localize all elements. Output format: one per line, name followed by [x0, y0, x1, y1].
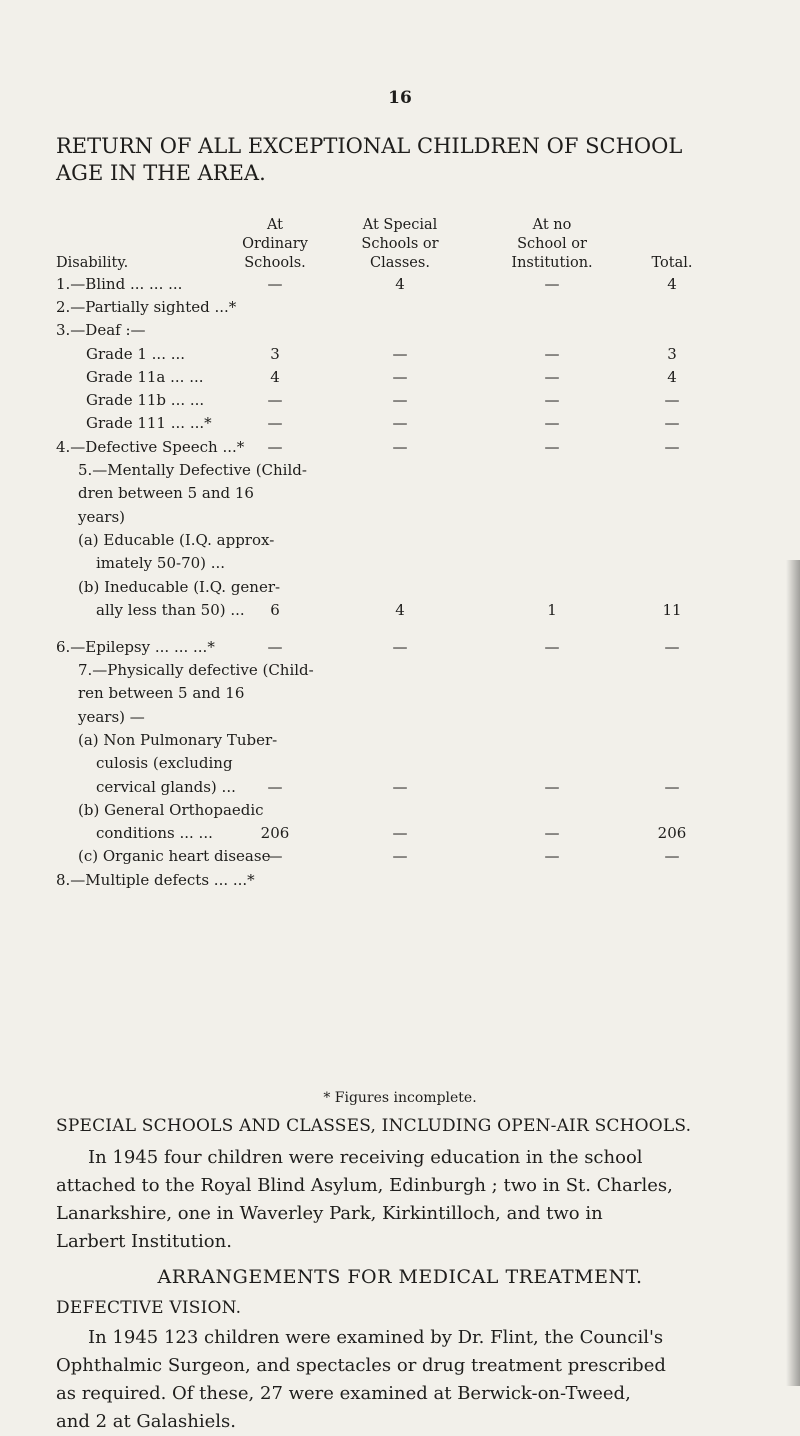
row-label: 1.—Blind ... ... ...: [56, 275, 183, 293]
row-label: 5.—Mentally Defective (Child-: [78, 461, 307, 479]
row-label: (a) Non Pulmonary Tuber-: [78, 731, 278, 749]
cell-none: —: [544, 275, 560, 293]
arrangements-heading: ARRANGEMENTS FOR MEDICAL TREATMENT.: [157, 1266, 643, 1288]
table-row: [0, 731, 800, 751]
table-row: [0, 684, 800, 704]
table-row: [0, 824, 800, 844]
title-line: RETURN OF ALL EXCEPTIONAL CHILDREN OF SCHOOL: [56, 134, 683, 158]
table-row: [0, 461, 800, 481]
header-line: Classes.: [370, 255, 430, 271]
table-row: [0, 345, 800, 365]
title-line: AGE IN THE AREA.: [56, 161, 266, 185]
header-special-schools: [350, 216, 450, 273]
report-title: [56, 133, 776, 187]
cell-ordinary: —: [267, 778, 283, 796]
cell-total: —: [664, 391, 680, 409]
table-row: [0, 414, 800, 434]
cell-total: —: [664, 778, 680, 796]
row-label: 2.—Partially sighted ...*: [56, 298, 237, 316]
cell-special: —: [392, 438, 408, 456]
row-label: years): [78, 508, 126, 526]
cell-none: —: [544, 391, 560, 409]
table-row: [0, 484, 800, 504]
cell-special: —: [392, 368, 408, 386]
row-label: years) —: [78, 708, 145, 726]
table-row: [0, 801, 800, 821]
table-row: [0, 578, 800, 598]
table-row: [0, 508, 800, 528]
table-row: [0, 298, 800, 318]
cell-special: —: [392, 638, 408, 656]
cell-none: —: [544, 414, 560, 432]
cell-special: —: [392, 847, 408, 865]
cell-ordinary: —: [267, 847, 283, 865]
cell-ordinary: —: [267, 438, 283, 456]
row-label: (a) Educable (I.Q. approx-: [78, 531, 275, 549]
cell-special: —: [392, 414, 408, 432]
paragraph-line: Ophthalmic Surgeon, and spectacles or drug treatment prescribed: [56, 1355, 666, 1376]
row-label: (c) Organic heart disease: [78, 847, 271, 865]
table-row: [0, 601, 800, 621]
cell-none: 1: [547, 601, 557, 619]
row-label: ally less than 50) ...: [96, 601, 245, 619]
cell-none: —: [544, 638, 560, 656]
cell-none: —: [544, 778, 560, 796]
paragraph-line: Lanarkshire, one in Waverley Park, Kirkintilloch, and two in: [56, 1203, 603, 1224]
row-label: dren between 5 and 16: [78, 484, 254, 502]
footnote: * Figures incomplete.: [323, 1090, 477, 1106]
row-label: 7.—Physically defective (Child-: [78, 661, 314, 679]
table-row: [0, 554, 800, 574]
row-label: ren between 5 and 16: [78, 684, 245, 702]
paragraph-line: In 1945 123 children were examined by Dr. Flint, the Council's: [88, 1327, 664, 1348]
cell-ordinary: 206: [260, 824, 290, 842]
cell-ordinary: 4: [270, 368, 280, 386]
cell-none: —: [544, 847, 560, 865]
cell-ordinary: —: [267, 414, 283, 432]
row-label: Grade 11a ... ...: [86, 368, 204, 386]
table-row: [0, 321, 800, 341]
cell-ordinary: 6: [270, 601, 280, 619]
header-total: Total.: [651, 255, 693, 271]
cell-none: —: [544, 368, 560, 386]
cell-total: —: [664, 638, 680, 656]
special-schools-paragraph: [56, 1144, 772, 1256]
table-row: [0, 391, 800, 411]
paragraph-line: and 2 at Galashiels.: [56, 1411, 236, 1432]
table-row: [0, 708, 800, 728]
row-label: conditions ... ...: [96, 824, 213, 842]
cell-total: 206: [657, 824, 687, 842]
header-line: At: [266, 217, 284, 233]
cell-total: —: [664, 414, 680, 432]
row-label: imately 50-70) ...: [96, 554, 226, 572]
table-row: [0, 531, 800, 551]
special-schools-heading: SPECIAL SCHOOLS AND CLASSES, INCLUDING OPEN-AIR SCHOOLS.: [56, 1116, 692, 1136]
cell-special: 4: [395, 275, 405, 293]
cell-total: 4: [667, 368, 677, 386]
header-line: At Special: [362, 217, 438, 233]
table-row: [0, 778, 800, 798]
cell-ordinary: —: [267, 638, 283, 656]
paragraph-line: attached to the Royal Blind Asylum, Edinburgh ; two in St. Charles,: [56, 1175, 673, 1196]
row-label: 6.—Epilepsy ... ... ...*: [56, 638, 215, 656]
cell-ordinary: —: [267, 275, 283, 293]
table-row: [0, 754, 800, 774]
row-label: cervical glands) ...: [96, 778, 236, 796]
cell-special: 4: [395, 601, 405, 619]
cell-ordinary: 3: [270, 345, 280, 363]
cell-total: 4: [667, 275, 677, 293]
cell-special: —: [392, 824, 408, 842]
cell-none: —: [544, 438, 560, 456]
table-row: [0, 661, 800, 681]
paragraph-line: as required. Of these, 27 were examined at Berwick-on-Tweed,: [56, 1383, 631, 1404]
header-line: At no: [532, 217, 572, 233]
row-label: (b) Ineducable (I.Q. gener-: [78, 578, 281, 596]
defective-vision-heading: DEFECTIVE VISION.: [56, 1298, 242, 1318]
table-row: [0, 275, 800, 295]
cell-special: —: [392, 391, 408, 409]
cell-none: —: [544, 824, 560, 842]
table-row: [0, 438, 800, 458]
cell-special: —: [392, 778, 408, 796]
header-line: Schools.: [244, 255, 306, 271]
header-ordinary-schools: [235, 216, 315, 273]
row-label: 4.—Defective Speech ...*: [56, 438, 245, 456]
page-number: 16: [388, 88, 412, 108]
row-label: culosis (excluding: [96, 754, 233, 772]
paragraph-line: Larbert Institution.: [56, 1231, 232, 1252]
table-row: [0, 871, 800, 891]
row-label: Grade 11b ... ...: [86, 391, 205, 409]
table-row: [0, 638, 800, 658]
table-row: [0, 368, 800, 388]
cell-total: —: [664, 438, 680, 456]
header-line: Schools or: [361, 236, 439, 252]
header-line: Institution.: [511, 255, 593, 271]
row-label: 3.—Deaf :—: [56, 321, 146, 339]
cell-total: —: [664, 847, 680, 865]
header-disability: Disability.: [56, 255, 129, 271]
row-label: Grade 111 ... ...*: [86, 414, 212, 432]
cell-special: —: [392, 345, 408, 363]
cell-total: 11: [662, 601, 682, 619]
row-label: (b) General Orthopaedic: [78, 801, 264, 819]
cell-ordinary: —: [267, 391, 283, 409]
cell-none: —: [544, 345, 560, 363]
header-no-school: [497, 216, 607, 273]
cell-total: 3: [667, 345, 677, 363]
defective-vision-paragraph: [56, 1324, 772, 1436]
row-label: 8.—Multiple defects ... ...*: [56, 871, 255, 889]
header-line: Ordinary: [242, 236, 308, 252]
row-label: Grade 1 ... ...: [86, 345, 186, 363]
table-row: [0, 847, 800, 867]
paragraph-line: In 1945 four children were receiving education in the school: [88, 1147, 643, 1168]
header-line: School or: [517, 236, 587, 252]
